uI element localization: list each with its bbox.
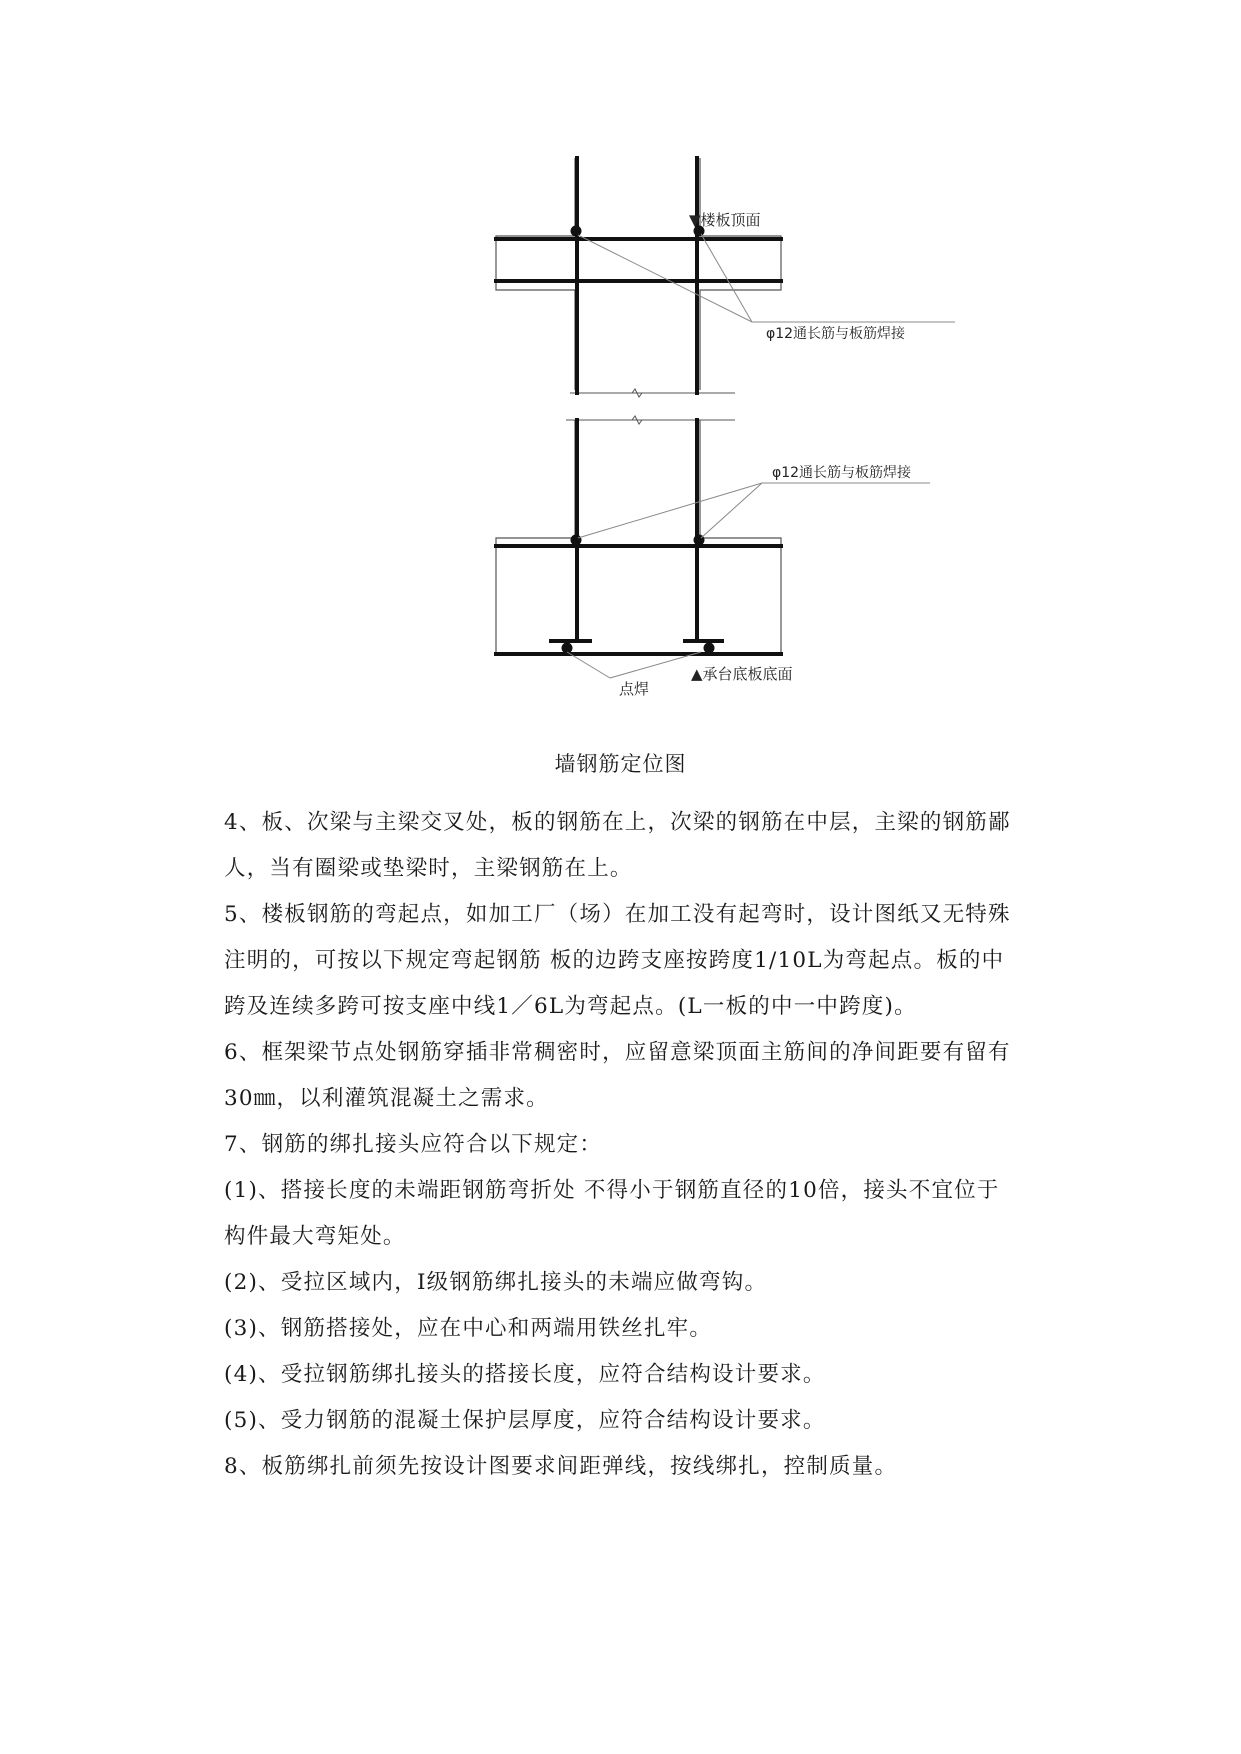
paragraph-line: 6、框架梁节点处钢筋穿插非常稠密时，应留意梁顶面主筋间的净间距要有留有 [224, 1040, 1011, 1065]
label-cap-bottom: ▲承台底板底面 [691, 665, 793, 683]
paragraph-line: 跨及连续多跨可按支座中线1／6L为弯起点。(L一板的中一中跨度)。 [224, 994, 917, 1019]
weld-dot [562, 643, 573, 654]
paragraph-line: 30㎜，以利灌筑混凝土之需求。 [224, 1086, 549, 1111]
weld-dot [571, 226, 582, 237]
leader-lines [567, 234, 955, 678]
figure-caption: 墙钢筋定位图 [554, 752, 687, 776]
paragraph-line: (2)、受拉区域内，Ⅰ级钢筋绑扎接头的未端应做弯钩。 [224, 1270, 768, 1295]
paragraph-line: 人，当有圈梁或垫梁时，主梁钢筋在上。 [224, 856, 633, 881]
rebar-lines [496, 158, 781, 654]
paragraph-line: 4、板、次梁与主梁交叉处，板的钢筋在上，次梁的钢筋在中层，主梁的钢筋鄙 [224, 810, 1011, 835]
paragraph-line: (4)、受拉钢筋绑扎接头的搭接长度，应符合结构设计要求。 [224, 1362, 826, 1387]
label-weld-lower: φ12通长筋与板筋焊接 [772, 465, 912, 481]
paragraph-line: 5、楼板钢筋的弯起点，如加工厂（场）在加工没有起弯时，设计图纸又无特殊 [224, 902, 1011, 927]
paragraph-line: 构件最大弯矩处。 [224, 1224, 406, 1249]
label-spot-weld: 点焊 [619, 680, 650, 698]
paragraph-line: (1)、搭接长度的未端距钢筋弯折处 不得小于钢筋直径的10倍，接头不宜位于 [224, 1178, 1000, 1203]
label-weld-upper: φ12通长筋与板筋焊接 [766, 326, 906, 342]
body-text [224, 800, 1074, 1490]
paragraph-line: (3)、钢筋搭接处，应在中心和两端用铁丝扎牢。 [224, 1316, 713, 1341]
break-mark [632, 389, 642, 424]
weld-points [562, 226, 715, 654]
paragraph-line: (5)、受力钢筋的混凝土保护层厚度，应符合结构设计要求。 [224, 1408, 826, 1433]
paragraph-line: 8、板筋绑扎前须先按设计图要求间距弹线，按线绑扎，控制质量。 [224, 1454, 898, 1479]
label-slab-top: ▼楼板顶面 [689, 211, 761, 229]
paragraph-line: 7、钢筋的绑扎接头应符合以下规定： [224, 1132, 603, 1157]
weld-dot [704, 643, 715, 654]
concrete-outline [496, 158, 781, 654]
weld-dot [571, 535, 582, 546]
paragraph-line: 注明的，可按以下规定弯起钢筋 板的边跨支座按跨度1/10L为弯起点。板的中 [224, 948, 1005, 973]
wall-rebar-diagram [0, 0, 1241, 730]
